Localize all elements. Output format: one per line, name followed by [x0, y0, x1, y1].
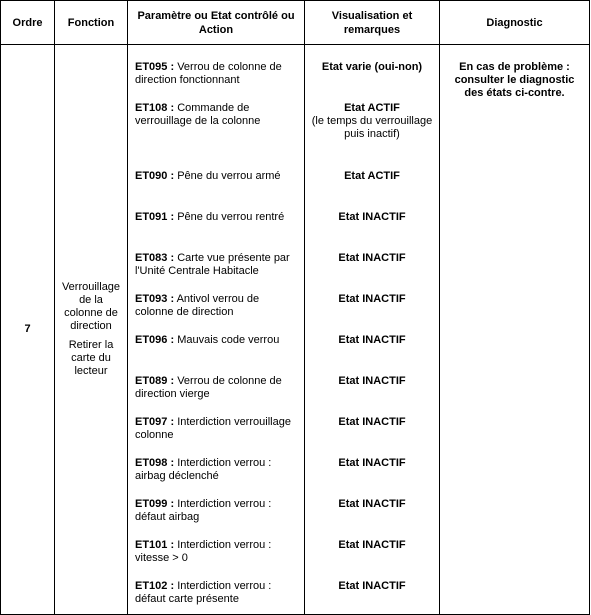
header-fonction: Fonction [55, 1, 128, 45]
param-entry [128, 498, 304, 539]
header-ordre: Ordre [1, 1, 55, 45]
visu-state: Etat INACTIF [338, 416, 406, 428]
diagnostic-cell [440, 45, 590, 615]
param-entry [128, 457, 304, 498]
param-entry [128, 252, 304, 293]
param-code: ET089 : [135, 375, 175, 387]
param-entry [128, 170, 304, 211]
diagnostic-text: En cas de problème : consulter le diagnostic des états ci-contre. [454, 61, 575, 99]
visu-entry [305, 102, 439, 170]
fonction-text: Verrouillage de la colonne de direction [61, 281, 121, 332]
visu-state: Etat INACTIF [338, 252, 406, 264]
visu-state: Etat INACTIF [338, 334, 406, 346]
visu-state: Etat INACTIF [338, 293, 406, 305]
param-label: Verrou de colonne de direction vierge [135, 375, 282, 400]
fonction-cell [55, 45, 128, 615]
param-entry [128, 61, 304, 102]
param-code: ET095 : [135, 61, 175, 73]
param-code: ET091 : [135, 211, 175, 223]
visu-note: (le temps du verrouillage puis inactif) [311, 115, 433, 140]
param-code: ET099 : [135, 498, 175, 510]
param-label: Interdiction verrou : vitesse > 0 [135, 539, 272, 564]
param-entry [128, 375, 304, 416]
param-code: ET096 : [135, 334, 175, 346]
param-code: ET090 : [135, 170, 175, 182]
visu-state: Etat varie (oui-non) [321, 61, 423, 73]
param-label: Interdiction verrou : défaut airbag [135, 498, 272, 523]
param-code: ET083 : [135, 252, 175, 264]
param-entry [128, 211, 304, 252]
visu-entry [305, 416, 439, 457]
param-code: ET101 : [135, 539, 175, 551]
visu-entry [305, 170, 439, 211]
param-label: Carte vue présente par l'Unité Centrale Habitacle [135, 252, 290, 277]
param-code: ET093 : [135, 293, 175, 305]
param-label: Verrou de colonne de direction fonctionnant [135, 61, 282, 86]
visu-entry [305, 61, 439, 102]
param-entry [128, 334, 304, 375]
param-code: ET102 : [135, 580, 175, 592]
visu-entry [305, 539, 439, 580]
param-entry [128, 539, 304, 580]
visu-state: Etat ACTIF [344, 102, 400, 114]
visu-entry [305, 580, 439, 614]
visu-entry [305, 252, 439, 293]
visu-state: Etat INACTIF [338, 539, 406, 551]
visu-state: Etat INACTIF [338, 375, 406, 387]
visu-state: Etat INACTIF [338, 457, 406, 469]
visu-entry [305, 375, 439, 416]
header-parametre: Paramètre ou Etat contrôlé ou Action [128, 1, 305, 45]
fonction-action: Retirer la carte du lecteur [68, 339, 114, 377]
header-diagnostic: Diagnostic [440, 1, 590, 45]
param-label: Antivol verrou de colonne de direction [135, 293, 260, 318]
visu-entry [305, 498, 439, 539]
parametre-cell [128, 45, 305, 615]
visu-state: Etat INACTIF [338, 211, 406, 223]
visu-entry [305, 334, 439, 375]
visu-state: Etat INACTIF [338, 580, 406, 592]
param-code: ET098 : [135, 457, 175, 469]
visu-entry [305, 293, 439, 334]
visu-state: Etat ACTIF [344, 170, 400, 182]
param-entry [128, 102, 304, 170]
param-code: ET108 : [135, 102, 175, 114]
param-label: Pêne du verrou armé [177, 170, 281, 182]
param-code: ET097 : [135, 416, 175, 428]
param-label: Commande de verrouillage de la colonne [135, 102, 261, 127]
param-label: Interdiction verrou : défaut carte présente [135, 580, 272, 605]
param-entry [128, 580, 304, 614]
param-label: Interdiction verrouillage colonne [135, 416, 291, 441]
param-entry [128, 416, 304, 457]
param-label: Mauvais code verrou [177, 334, 280, 346]
visu-entry [305, 211, 439, 252]
ordre-cell: 7 [1, 45, 55, 615]
param-entry [128, 293, 304, 334]
param-label: Pêne du verrou rentré [177, 211, 285, 223]
header-row [1, 1, 590, 45]
visu-entry [305, 457, 439, 498]
visu-state: Etat INACTIF [338, 498, 406, 510]
header-visualisation: Visualisation et remarques [305, 1, 440, 45]
table-row [1, 45, 590, 615]
param-label: Interdiction verrou : airbag déclenché [135, 457, 272, 482]
visualisation-cell [305, 45, 440, 615]
